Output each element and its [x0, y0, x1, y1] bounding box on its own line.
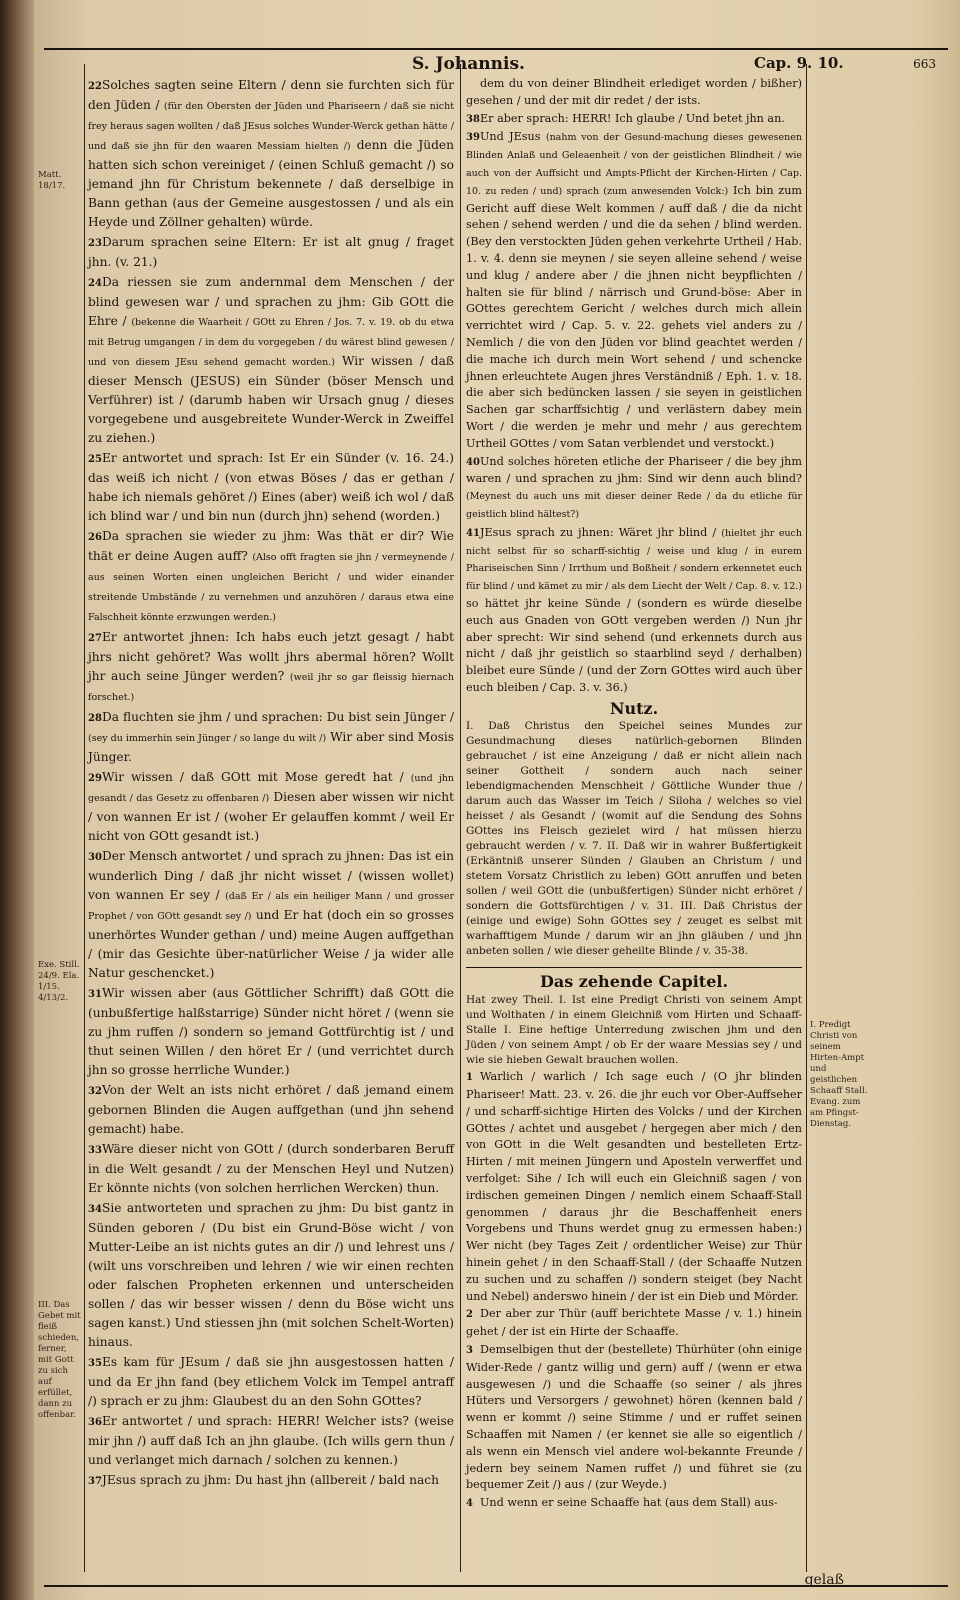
verse — [88, 76, 454, 232]
chapter-label: Cap. 9. 10. — [754, 54, 844, 72]
verse-number: 30 — [88, 852, 102, 863]
verse — [88, 1199, 454, 1352]
verse — [88, 628, 454, 707]
verse-number: 35 — [88, 1358, 102, 1369]
catchword: gelaß — [804, 1572, 844, 1588]
margin-note-left: Exe. Still. 24/9. Ela. 1/15. 4/13/2. — [38, 960, 80, 1003]
verse-continuation: Wir wissen / daß dieser Mensch (JESUS) ein Sünder (böser Mensch und Verführer) ist / (darumb haben wir Ursach gnug / dieses vorgegebene und ausgebreitete Wunder-Werck in Zweiffel zu ziehen.) — [88, 354, 455, 445]
verse-text: Warlich / warlich / Ich sage euch / (O jhr blinden Phariseer! Matt. 23. v. 26. die jhr euch vor Ober-Auffseher / und scharff-sichtige Hirten des Volcks / und der Kirchen GOttes / achtet und ausgebet / hergegen aber mich / den von GOtt in die Welt gesandten und bestelleten Ertz-Hirten / mit meinen Jüngern und Aposteln verwerffet und verfolget: Sihe / Ich will euch ein Gleichniß sagen / von irdischen gemeinen Dingen / nemlich einem Schaaff-Stall genommen / daraus jhr die Beschaffenheit eners Vorgebens und Thuns werdet gnug zu ermessen haben:) Wer nicht (bey Tages Zeit / ordentlicher Weise) zur Thür hinein gehet / in den Schaaff-Stall / (der Schaaffe Nutzen zu suchen und zu schaffen /) sondern steiget (bey Nacht und Nebel) anderswo hinein / der ist ein Dieb und Mörder. — [466, 1070, 802, 1303]
verse-number: 31 — [88, 989, 102, 1000]
verse-number: 29 — [88, 773, 102, 784]
verse — [88, 984, 454, 1080]
verse-text: Er aber sprach: HERR! Ich glaube / Und betet jhn an. — [480, 111, 785, 125]
left-margin-rule — [84, 64, 85, 1572]
verse-gloss: (weil jhr so gar fleissig hiernach forschet.) — [88, 672, 454, 703]
verse-text: Und wenn er seine Schaaffe hat (aus dem Stall) aus- — [480, 1496, 778, 1510]
verse-number: 39 — [466, 132, 480, 144]
verse-number: 26 — [88, 532, 102, 543]
verse-text: Demselbigen thut der (bestellete) Thürhüter (ohn einige Wider-Rede / gantz willig und gern) auff / (wenn er etwa ausgewesen /) und die Schaaffe (so seiner / als jhres Hüters und Versorgers / gewohnet) hören (kennen bald / wenn er kommt /) seine Stimme / und er ruffet seinen Schaaffen mit Namen / (er kennet sie alle so eigentlich / als wenn ein Mensch viel andere wol-bekannte Freunde / jedern bey seinem Namen ruffet /) und führet sie (zu bequemer Zeit /) aus / (zur Weyde.) — [466, 1343, 802, 1492]
chapter10-summary: Hat zwey Theil. I. Ist eine Predigt Christi von seinem Ampt und Wolthaten / in einem Gleichniß vom Hirten und Schaaff-Stalle I. Eine heftige Unterredung zwischen jhm und den Jüden / von seinem Ampt / ob Er der waare Messias sey / und wie sie hieben Gewalt brauchen wollen. — [466, 994, 802, 1067]
verse-text: Und JEsus — [480, 130, 541, 144]
verse — [88, 233, 454, 272]
verse-number: 27 — [88, 633, 102, 644]
header-rule — [44, 48, 948, 50]
verse-number: 23 — [88, 238, 102, 249]
verse-continuation: und Er hat (doch ein so grosses unerhörtes Wunder gethan / und) meine Augen auffgethan / (mir das Gesichte über-natürlicher Weise / ja wider alle Natur geschencket.) — [88, 908, 455, 980]
verse — [88, 527, 454, 627]
nutz-heading: Nutz. — [609, 698, 659, 718]
verse-continuation: Ich bin zum Gericht auff diese Welt kommen / auff daß / die da nicht sehen / sehend werden / und die da sehen / blind werden. (Bey den verstockten Jüden gehen verkehrte Urtheil / Hab. 1. v. 4. denn sie meynen / sie seyen alleine sehend / weise und klug / andere aber / die jhnen nicht beypflichten / halten sie für blind / närrisch und Grund-böse: Aber in GOttes gerechtem Gericht / welches durch mich allein verrichtet wird / Cap. 5. v. 22. gehets viel anders zu / Nemlich / die von den Jüden vor blind geachtet werden / die mache ich durch mein Wort sehend / und schencke jhnen erleuchtete Augen jhres Verständniß / Eph. 1. v. 18. die aber sich bedüncken lassen / sie seyen in geistlichen Sachen gar scharffsichtig / und verlästern dabey mein Wort / die werden je mehr und mehr / aus gerechtem Urtheil GOttes / vom Satan verblendet und verstockt.) — [466, 183, 803, 450]
verse-text: Da riessen sie zum andernmal dem Menschen / der blind gewesen war / und sprachen zu jhm: Gib GOtt die Ehre / — [88, 275, 454, 328]
margin-note-right: I. Predigt Christi von seinem Hirten-Ampt und geistlichen Schaaff Stall. Evang. zum am Pfingst-Dienstag. — [810, 1020, 868, 1129]
verse-number: 40 — [466, 456, 480, 468]
verse-text: Er antwortet jhnen: Ich habs euch jetzt gesagt / habt jhrs nicht gehöret? Was wollt jhrs abermal hören? Wollt jhr auch seine Jünger werden? — [88, 630, 454, 683]
verse-gloss: (Also offt fragten sie jhn / vermeynende / aus seinen Worten einen ungleichen Bericht / und wider einander streitende Umbstände / zu vernehmen und anzuhören / daraus etwa eine Falschheit könnte erzwungen werden.) — [88, 552, 454, 623]
verse-number: 24 — [88, 278, 102, 289]
verse-number: 4 — [466, 1498, 473, 1510]
verse-text: Solches sagten seine Eltern / denn sie furchten sich für den Jüden / — [88, 78, 454, 112]
verse — [466, 1342, 802, 1494]
verse-text: JEsus sprach zu jhm: Du hast jhn (allbereit / bald nach — [102, 1473, 439, 1487]
verse-continuation: Wir aber sind Mosis Jünger. — [88, 730, 455, 764]
verse-gloss: (bekenne die Waarheit / GOtt zu Ehren / Jos. 7. v. 19. ob du etwa mit Betrug umgangen / in dem du vorgegeben / du wärest blind gewesen / und von diesem JEsu sehend gemacht worden.) — [88, 317, 455, 368]
verse — [88, 1140, 454, 1198]
verse-text: Er antwortet / und sprach: HERR! Welcher ists? (weise mir jhn /) auff daß Ich an jhn glaube. (Ich wills gern thun / und verlanget mich darnach / solchen zu kennen.) — [88, 1414, 454, 1467]
verse-text: Da sprachen sie wieder zu jhm: Was thät er dir? Wie thät er deine Augen auff? — [88, 529, 454, 563]
verse — [88, 847, 454, 983]
verse — [466, 1069, 802, 1305]
verse — [466, 129, 802, 452]
verse-text: Wir wissen aber (aus Göttlicher Schrifft) daß GOtt die (unbußfertige halßstarrige) Sünder nicht höret / (wenn sie zu jhm ruffen /) sondern so jemand Gottfürchtig ist / und thut seinen Willen / den höret Er / (und verrichtet durch jhn so grosse herrliche Wunder.) — [88, 986, 454, 1077]
verse — [466, 1495, 802, 1513]
verse-text: Wir wissen / daß GOtt mit Mose geredt hat / — [102, 770, 404, 784]
verse-text: Der aber zur Thür (auff berichtete Masse / v. 1.) hinein gehet / der ist ein Hirte der Schaaffe. — [466, 1307, 802, 1339]
verse-gloss: (Meynest du auch uns mit dieser deiner Rede / da du etliche für geistlich blind hältest?) — [466, 491, 802, 520]
verse-continuation: Diesen aber wissen wir nicht / von wannen Er ist / (woher Er gelauffen kommt / weil Er nicht von GOtt gesandt ist.) — [88, 790, 454, 843]
verse-number: 1 — [466, 1072, 473, 1084]
verse — [466, 454, 802, 524]
verse — [88, 449, 454, 526]
verse — [466, 76, 802, 110]
verse-number: 28 — [88, 713, 102, 724]
verse-number: 22 — [88, 81, 102, 92]
section-rule — [466, 967, 802, 968]
verse-gloss: (und jhn gesandt / das Gesetz zu offenbaren /) — [88, 773, 454, 804]
right-margin-rule — [806, 64, 807, 1572]
verse — [88, 1081, 454, 1139]
verse-number: 34 — [88, 1204, 102, 1215]
margin-note-left: III. Das Gebet mit fleiß schieden, ferner, mit Gott zu sich auf erfüllet, dann zu offenbar. — [38, 1300, 81, 1420]
running-title: S. Johannis. — [412, 54, 525, 74]
nutz-text: I. Daß Christus den Speichel seines Mundes zur Gesundmachung dieses natürlich-gebornen Blinden gebrauchet / ist eine Anzeigung / daß er nicht allein nach seiner Gottheit / sondern auch nach seiner lebendigmachenden Menschheit / Göttliche Wunder thue / darum auch das Wasser im Teich / Siloha / welches so viel heisset / als Gesandt / (womit auf die Sendung des Sohns GOttes ins Fleisch gezielet wird / hat müssen hierzu gebraucht werden / v. 7. II. Daß wir in wahrer Bußfertigkeit (Erkäntniß unserer Sünden / Glauben an Christum / und stetem Vorsatz Christlich zu leben) GOtt anruffen und beten sollen / weil GOtt die (unbußfertigen) Sünder nicht erhöret / sondern die Gottsfürchtigen / v. 31. III. Daß Christus der (einige und ewige) Sohn GOttes sey / zeuget es selbst mit warhafftigem Munde / darum wir an jhn gläuben / und jhn anbeten sollen / wie dieser geheilte Blinde / v. 35-38. — [466, 720, 802, 958]
verse-gloss: (daß Er / als ein heiliger Mann / und grosser Prophet / von GOtt gesandt sey /) — [88, 891, 454, 922]
verse-gloss: (für den Obersten der Jüden und Phariseern / daß sie nicht frey heraus sagen wollten / daß JEsus solches Wunder-Werck gethan hätte / und daß sie jhn für den waaren Messiam hielten /) — [88, 101, 455, 152]
verse — [88, 1471, 454, 1491]
margin-note-left: Matt. 18/17. — [38, 170, 66, 191]
verse-number: 37 — [88, 1476, 102, 1487]
verse-number: 41 — [466, 527, 480, 539]
verse — [88, 273, 454, 448]
verse-number: 25 — [88, 454, 102, 465]
verse — [466, 1306, 802, 1341]
verse — [88, 1353, 454, 1411]
verse-number: 33 — [88, 1145, 102, 1156]
right-text-column — [466, 76, 802, 1514]
book-page — [34, 0, 960, 1600]
previous-page-edge — [0, 0, 34, 1600]
verse-text: JEsus sprach zu jhnen: Wäret jhr blind / — [480, 525, 717, 539]
verse-text: Er antwortet und sprach: Ist Er ein Sünder (v. 16. 24.) das weiß ich nicht / (von etwas Böses / das er gethan / habe ich niemals gehöret /) Eines (aber) weiß ich wol / daß ich blind war / und bin nun (durch jhn) sehend (worden.) — [88, 451, 454, 523]
verse-gloss: (hieltet jhr euch nicht selbst für so scharff-sichtig / weise und klug / in eurem Phariseischen Sinn / Irrthum und Boßheit / sondern erkennetet euch für blind / und kämet zu mir / als dem Liecht der Welt / Cap. 8. v. 12.) — [466, 527, 802, 593]
verse-text: Da fluchten sie jhm / und sprachen: Du bist sein Jünger / — [102, 710, 454, 724]
verse-gloss: (sey du immerhin sein Jünger / so lange du wilt /) — [88, 733, 327, 744]
verse-text: Der Mensch antwortet / und sprach zu jhnen: Das ist ein wunderlich Ding / daß jhr nicht wisset / (wissen wollet) von wannen Er sey / — [88, 849, 454, 902]
verse-number: 32 — [88, 1086, 102, 1097]
verse-text: Darum sprachen seine Eltern: Er ist alt gnug / fraget jhn. (v. 21.) — [88, 235, 454, 269]
left-text-column — [88, 76, 454, 1492]
verse-number: 36 — [88, 1417, 102, 1428]
verse-number: 2 — [466, 1309, 473, 1321]
column-divider — [460, 64, 461, 1572]
chapter10-title: Das zehende Capitel. — [539, 972, 729, 992]
verse — [466, 525, 802, 697]
verse-number: 38 — [466, 113, 480, 125]
verse — [88, 1412, 454, 1470]
verse — [466, 111, 802, 129]
verse-text: Es kam für JEsum / daß sie jhn ausgestossen hatten / und da Er jhn fand (bey etlichem Volck im Tempel antraff /) sprach er zu jhm: Glaubest du an den Sohn GOttes? — [88, 1355, 454, 1408]
verse-text: Von der Welt an ists nicht erhöret / daß jemand einem gebornen Blinden die Augen auffgethan (und jhn sehend gemacht) habe. — [88, 1083, 454, 1136]
verse-text: Wäre dieser nicht von GOtt / (durch sonderbaren Beruff in die Welt gesandt / zu der Menschen Heyl und Nutzen) Er könnte nichts (von solchen herrlichen Wercken) thun. — [88, 1142, 454, 1195]
chapter9-verses — [466, 76, 802, 697]
verse-text: Und solches höreten etliche der Phariseer / die bey jhm waren / und sprachen zu jhm: Sind wir denn auch blind? — [466, 454, 802, 486]
verse — [88, 768, 454, 846]
verse — [88, 708, 454, 767]
folio-number: 663 — [913, 57, 936, 71]
verse-continuation: so hättet jhr keine Sünde / (sondern es würde dieselbe euch aus Gnaden von GOtt vergeben werden /) Nun jhr aber sprecht: Wir sind sehend (und erkennets durch aus nicht / daß jhr geistlich so staarblind seyd / derhalben) bleibet eure Sünde / (und der Zorn GOttes wird auch über euch bleiben / Cap. 3. v. 36.) — [466, 596, 802, 694]
verse-gloss: (nahm von der Gesund-machung dieses gewesenen Blinden Anlaß und Geleaenheit / von der geistlichen Blindheit / wie auch von der Auffsicht und Ampts-Pflicht der Kirchen-Hirten / Cap. 10. zu reden / und) sprach (zum anwesenden Volck:) — [466, 132, 802, 197]
verse-number: 3 — [466, 1345, 473, 1357]
verse-text: Sie antworteten und sprachen zu jhm: Du bist gantz in Sünden geboren / (Du bist ein Grund-Böse wicht / von Mutter-Leibe an ist nichts gutes an dir /) und lehrest uns / (wilt uns vorschreiben und lehren / wie wir einen rechten oder falschen Propheten erkennen und unterscheiden sollen / das wir besser wissen / denn du Böse wicht uns sagen kanst.) Und stiessen jhn (mit solchen Schelt-Worten) hinaus. — [88, 1201, 454, 1349]
verse-text: dem du von deiner Blindheit erlediget worden / bißher) gesehen / und der mit dir redet / der ists. — [466, 77, 802, 107]
chapter10-verses — [466, 1069, 802, 1513]
verse-continuation: denn die Jüden hatten sich schon vereiniget / (einen Schluß gemacht /) so jemand jhn für Christum bekennete / daß derselbige in Bann gethan (aus der Gemeine ausgestossen / und als ein Heyde und Zöllner gehalten) würde. — [88, 138, 454, 229]
